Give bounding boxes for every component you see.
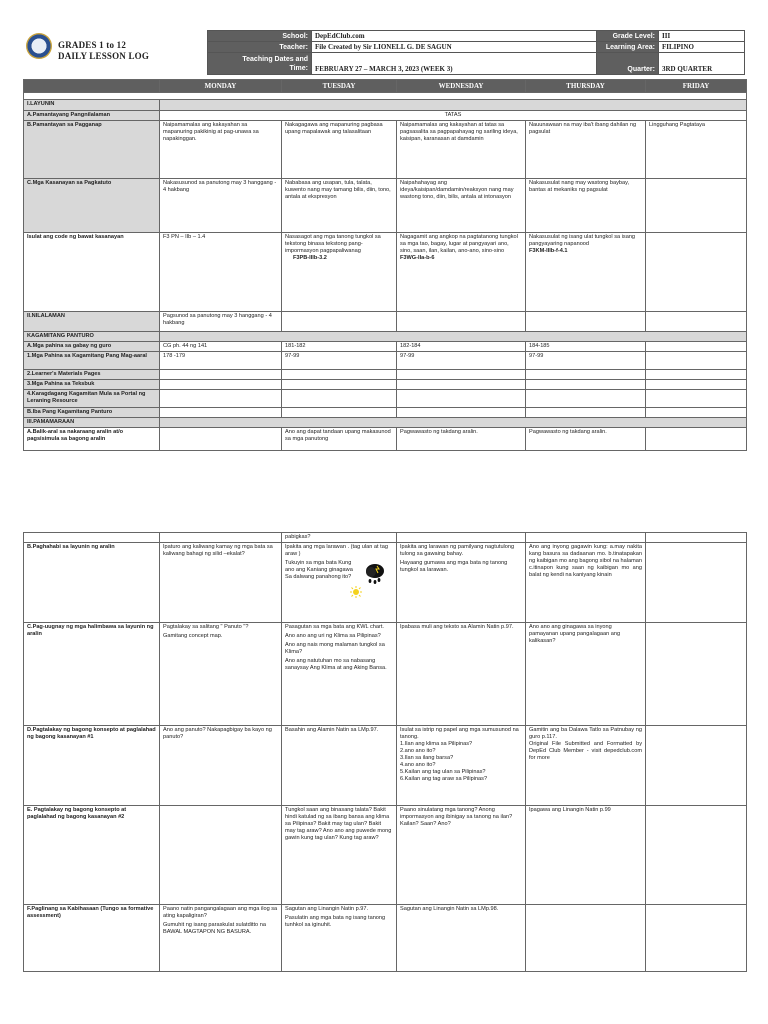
- balik-aral-thursday: Pagwawasto ng takdang aralin.: [526, 428, 646, 451]
- sun-icon: [350, 586, 362, 598]
- grade-label: Grade Level:: [597, 31, 659, 42]
- lesson-table-2: [23, 532, 747, 972]
- kagamitan-label: KAGAMITANG PANTURO: [24, 332, 160, 342]
- pagtalakay-1-thursday: [526, 726, 646, 806]
- iba-pang-label: B.Iba Pang Kagamitang Panturo: [24, 408, 160, 418]
- balik-aral-wednesday: Pagwawasto ng takdang aralin.: [397, 428, 526, 451]
- pag-uugnay-monday: [160, 623, 282, 726]
- cont-thursday: [526, 533, 646, 543]
- paghahabi-wednesday-2: Hayaang gumawa ang mga bata ng tanong tungkol sa larawan.: [400, 560, 508, 573]
- grade-value: III: [659, 31, 745, 42]
- code-label: Isulat ang code ng bawat kasanayan: [24, 233, 160, 312]
- pamantayang-pangnilalaman-label: A.Pamantayang Pangnilalaman: [24, 111, 160, 121]
- pagtalakay-2-label: E. Pagtalakay ng bagong konsepto at paglalahad ng bagong kasanayan #2: [24, 806, 160, 905]
- gabay-thursday: 184-185: [526, 342, 646, 352]
- pag-uugnay-label: C.Pag-uugnay ng mga halimbawa sa layunin ng aralin: [24, 623, 160, 726]
- code-wednesday-id: F3WG-IIa-b-6: [400, 255, 435, 261]
- teksbuk-thursday: [526, 380, 646, 390]
- code-thursday-id: F3KM-IIIb-f-4.1: [529, 248, 568, 254]
- k-thursday: Nakasusulat nang may wastong baybay, bantas at mekaniks ng pagsulat: [526, 179, 646, 233]
- cont-friday: [646, 533, 747, 543]
- deped-seal-icon: [26, 33, 52, 59]
- pag-uugnay-monday-2: Gamitang concept map.: [163, 633, 223, 639]
- layunin-span: [160, 100, 747, 111]
- pag-uugnay-tuesday-2: Ano ano ang uri ng Klima sa Pilipinas?: [285, 633, 381, 639]
- code-monday: F3 PN – IIb – 1.4: [160, 233, 282, 312]
- gabay-friday: [646, 342, 747, 352]
- pg-monday: Naipamamalas ang kakayahan sa mapanuring pakikinig at pag-unawa sa napakinggan.: [160, 121, 282, 179]
- kagamitang-pang-label: 1.Mga Pahina sa Kagamitang Pang Mag-aaral: [24, 352, 160, 370]
- iba-pang-wednesday: [397, 408, 526, 418]
- paghahabi-wednesday: [397, 543, 526, 623]
- spacer-row: [24, 93, 747, 100]
- pagtalakay-2-tuesday: Tungkol saan ang binasang talata? Bakit hindi katulad ng sa ibang bansa ang klima sa Pilipinas? Bakit may tag ulan? Bakit may tag araw? Ano ano ang puwede mong gawin kung tag ulan? Kung tag araw?: [282, 806, 397, 905]
- d-wed-2: 2.ano ano ito?: [400, 748, 436, 754]
- d-wed-5: 5.Kailan ang tag ulan sa Pilipinas?: [400, 769, 486, 775]
- area-value: FILIPINO: [659, 42, 745, 53]
- d-wed-0: Isulat sa istrip ng papel ang mga sumusunod na tanong.: [400, 727, 519, 740]
- code-tuesday-id: F3PB-IIIb-3.2: [293, 255, 327, 261]
- balik-aral-monday: [160, 428, 282, 451]
- pag-uugnay-tuesday-4: Ano ang natutuhan mo sa nabasang sanaysay Ang Klima at ang Aking Bansa.: [285, 658, 387, 671]
- pagtalakay-2-wednesday: Paano sinulatang mga tanong? Anong impormasyon ang ibinigay sa tanong na ilan? Kailan? Saan? Ano?: [397, 806, 526, 905]
- kp-tuesday: 97-99: [282, 352, 397, 370]
- paglinang-label: F.Paglinang sa Kabihasaan (Tungo sa formative assessment): [24, 905, 160, 972]
- code-tuesday-text: Nasasagot ang mga tanong tungkol sa tekstong binasa tekstong pang-impormasyon pagpapaliwanag: [285, 234, 381, 254]
- paghahabi-label: B.Paghahabi sa layunin ng aralin: [24, 543, 160, 623]
- kagamitan-span: [160, 332, 747, 342]
- karagdagang-friday: [646, 390, 747, 408]
- pagtalakay-1-label: D.Pagtalakay ng bagong konsepto at paglalahad ng bagong kasanayan #1: [24, 726, 160, 806]
- pamantayan-sa-pagganap-label: B.Pamantayan sa Pagganap: [24, 121, 160, 179]
- pag-uugnay-thursday: Ano ano ang ginagawa sa inyong pamayanan upang pangalagaan ang kalikasan?: [526, 623, 646, 726]
- day-header-monday: MONDAY: [160, 80, 282, 93]
- kasanayan-label: C.Mga Kasanayan sa Pagkatuto: [24, 179, 160, 233]
- paglinang-tuesday-2: Pasulatin ang mga bata ng isang tanong tunhkol sa iginuhit.: [285, 915, 386, 928]
- d-thu-2: Original File Submitted and Formatted by DepEd Club Member - visit depedclub.com for more: [529, 741, 642, 761]
- title-line-1: GRADES 1 to 12: [58, 40, 127, 50]
- teksbuk-friday: [646, 380, 747, 390]
- rain-cloud-icon: [364, 563, 386, 585]
- code-thursday: [526, 233, 646, 312]
- nilalaman-friday: [646, 312, 747, 332]
- teacher-label: Teacher:: [208, 42, 312, 53]
- karagdagang-thursday: [526, 390, 646, 408]
- learners-wednesday: [397, 370, 526, 380]
- school-value: DepEdClub.com: [312, 31, 597, 42]
- pag-uugnay-tuesday: [282, 623, 397, 726]
- paglinang-monday-1: Paano natin pangangalagaan ang mga ilog sa ating kapaligiran?: [163, 906, 278, 919]
- title-line-2: DAILY LESSON LOG: [58, 51, 150, 61]
- pagtalakay-2-monday: [160, 806, 282, 905]
- dates-value: FEBRUARY 27 – MARCH 3, 2023 (WEEK 3): [312, 53, 597, 75]
- gabay-wednesday: 182-184: [397, 342, 526, 352]
- karagdagang-monday: [160, 390, 282, 408]
- d-wed-1: 1.Ilan ang klima sa Pilipinas?: [400, 741, 473, 747]
- gabay-monday: CG ph. 44 ng 141: [160, 342, 282, 352]
- k-monday: Nakasusunod sa panutong may 3 hanggang - 4 hakbang: [160, 179, 282, 233]
- pag-uugnay-friday: [646, 623, 747, 726]
- dates-label-line1: Teaching Dates and: [242, 55, 308, 63]
- paglinang-thursday: [526, 905, 646, 972]
- lesson-table-1: [23, 79, 747, 451]
- pg-wednesday: Naipamamalas ang kakayahan at tatas sa pagsasalita sa pagpapahayag ng sariling ideya, kaisipan, karanasan at damdamin: [397, 121, 526, 179]
- nilalaman-tuesday: [282, 312, 397, 332]
- iba-pang-monday: [160, 408, 282, 418]
- cont-wednesday: [397, 533, 526, 543]
- tatas-cell: TATAS: [160, 111, 747, 121]
- balik-aral-label: A.Balik-aral sa nakaraang aralin at/o pagsisimula sa bagong aralin: [24, 428, 160, 451]
- gabay-label: A.Mga pahina sa gabay ng guro: [24, 342, 160, 352]
- area-label: Learning Area:: [597, 42, 659, 53]
- header-info-table: [207, 30, 745, 75]
- k-tuesday: Nababasa ang usapan, tula, talata, kuwento nang may tamang bilis, diin, tono, antala at ekspresyon: [282, 179, 397, 233]
- code-tuesday: [282, 233, 397, 312]
- paghahabi-tuesday-1: Ipakita ang mga larawan . (tag ulan at tag araw ): [285, 544, 388, 557]
- pag-uugnay-tuesday-1: Pasagutan sa mga bata ang KWL chart.: [285, 624, 384, 630]
- kp-thursday: 97-99: [526, 352, 646, 370]
- d-thu-1: Gamitin ang ba Dalawa Tatlo sa Patnubay ng guro p.117.: [529, 727, 642, 740]
- code-wednesday: [397, 233, 526, 312]
- cont-monday: [160, 533, 282, 543]
- karagdagang-wednesday: [397, 390, 526, 408]
- teksbuk-monday: [160, 380, 282, 390]
- nilalaman-monday: Pagsunod sa panutong may 3 hanggang - 4 hakbang: [160, 312, 282, 332]
- day-header-friday: FRIDAY: [646, 80, 747, 93]
- paghahabi-tuesday-2: Tukuyin sa mga bata Kung ano ang Kaniang ginagawa Sa dalwang panahong ito?: [285, 560, 353, 580]
- d-wed-4: 4.ano ano ito?: [400, 762, 436, 768]
- pg-tuesday: Nakagagawa ang mapanuring pagbasa upang mapalawak ang talasalitaan: [282, 121, 397, 179]
- code-thursday-text: Nakasusulat ng isang ulat tungkol sa isang pangyayaring napanood: [529, 234, 636, 247]
- dates-label-line2: Time:: [289, 64, 308, 72]
- teksbuk-label: 3.Mga Pahina sa Teksbuk: [24, 380, 160, 390]
- kp-friday: [646, 352, 747, 370]
- learners-label: 2.Learner's Materials Pages: [24, 370, 160, 380]
- paglinang-monday: [160, 905, 282, 972]
- day-header-thursday: THURSDAY: [526, 80, 646, 93]
- pagtalakay-1-tuesday: Basahin ang Alamin Natin sa LMp.97.: [282, 726, 397, 806]
- iba-pang-tuesday: [282, 408, 397, 418]
- pg-thursday: Nauunawaan na may iba't ibang dahilan ng pagsulat: [526, 121, 646, 179]
- paghahabi-wednesday-1: Ipakita ang larawan ng pamilyang nagtutulong tulong sa gawaing bahay.: [400, 544, 515, 557]
- document-title: [58, 40, 149, 62]
- dates-label: [208, 53, 312, 75]
- quarter-label: Quarter:: [597, 53, 659, 75]
- paghahabi-tuesday: [282, 543, 397, 623]
- teksbuk-wednesday: [397, 380, 526, 390]
- paghahabi-friday: [646, 543, 747, 623]
- cont-blank: [24, 533, 160, 543]
- iba-pang-thursday: [526, 408, 646, 418]
- iba-pang-friday: [646, 408, 747, 418]
- pag-uugnay-wednesday: Ipabasa muli ang teksto sa Alamin Natin p.97.: [397, 623, 526, 726]
- layunin-label: I.LAYUNIN: [24, 100, 160, 111]
- pagtalakay-1-friday: [646, 726, 747, 806]
- cont-tuesday: pabigkas?: [282, 533, 397, 543]
- paglinang-monday-2: Gumuhit ng isang paraskulat sulatditto na BAWAL MAGTAPON NG BASURA.: [163, 922, 266, 935]
- pagtalakay-2-friday: [646, 806, 747, 905]
- d-wed-3: 3.Ilan sa ilang barsa?: [400, 755, 454, 761]
- pamamaraan-label: III.PAMAMARAAN: [24, 418, 160, 428]
- nilalaman-label: II.NILALAMAN: [24, 312, 160, 332]
- learners-thursday: [526, 370, 646, 380]
- k-wednesday: Naipahahayag ang ideya/kaisipan/damdamin/reaksyon nang may wastong tono, diin, bilis, antala at intonasyon: [397, 179, 526, 233]
- code-friday: [646, 233, 747, 312]
- balik-aral-friday: [646, 428, 747, 451]
- gabay-tuesday: 181-182: [282, 342, 397, 352]
- d-wed-6: 6.Kailan ang tag araw sa Pilipinas?: [400, 776, 488, 782]
- pg-friday: Lingguhang Pagtataya: [646, 121, 747, 179]
- paghahabi-monday: Ipaturo ang kaliwang kamay ng mga bata sa kaliwang bahagi ng silid –ekalat?: [160, 543, 282, 623]
- pagtalakay-1-wednesday: [397, 726, 526, 806]
- teksbuk-tuesday: [282, 380, 397, 390]
- balik-aral-tuesday: Ano ang dapat tandaan upang makasunod sa mga panutong: [282, 428, 397, 451]
- quarter-value: 3RD QUARTER: [659, 53, 745, 75]
- school-label: School:: [208, 31, 312, 42]
- pag-uugnay-monday-1: Pagtalakay sa salitang " Panuto "?: [163, 624, 249, 630]
- day-header-blank: [24, 80, 160, 93]
- nilalaman-wednesday: [397, 312, 526, 332]
- learners-monday: [160, 370, 282, 380]
- k-friday: [646, 179, 747, 233]
- karagdagang-label: 4.Karagdagang Kagamitan Mula sa Portal ng Leraning Resource: [24, 390, 160, 408]
- paglinang-friday: [646, 905, 747, 972]
- day-header-wednesday: WEDNESDAY: [397, 80, 526, 93]
- kp-wednesday: 97-99: [397, 352, 526, 370]
- paghahabi-thursday: Ano ang inyong gagawin kung: a.may nakita kang basura sa dadaanan mo. b.tinatapakan ng kaibigan mo ang bagong sibol na halaman c.itinapon kung saan ng kaibigan mo ang balat ng kendi na kaniyang kinain: [526, 543, 646, 623]
- code-wednesday-text: Nagagamit ang angkop na pagtatanong tungkol sa mga tao, bagay, lugar at pangyayari ano, sino, saan, ilan, kailan, ano-ano, sino-sino: [400, 234, 518, 254]
- pagtalakay-1-monday: Ano ang panuto? Nakapagbigay ba kayo ng panuto?: [160, 726, 282, 806]
- paglinang-tuesday: [282, 905, 397, 972]
- paglinang-tuesday-1: Sagutan ang Linangin Natin p.97.: [285, 906, 369, 912]
- day-header-tuesday: TUESDAY: [282, 80, 397, 93]
- kp-monday: 178 -179: [160, 352, 282, 370]
- paglinang-wednesday: Sagutan ang Linangin Natin sa LMp.98.: [397, 905, 526, 972]
- learners-friday: [646, 370, 747, 380]
- nilalaman-thursday: [526, 312, 646, 332]
- pag-uugnay-tuesday-3: Ano ang nais mong malaman tungkol sa Klima?: [285, 642, 385, 655]
- pamamaraan-span: [160, 418, 747, 428]
- learners-tuesday: [282, 370, 397, 380]
- pagtalakay-2-thursday: Ipagawa ang Linangin Natin p.99: [526, 806, 646, 905]
- karagdagang-tuesday: [282, 390, 397, 408]
- teacher-value: File Created by Sir LIONELL G. DE SAGUN: [312, 42, 597, 53]
